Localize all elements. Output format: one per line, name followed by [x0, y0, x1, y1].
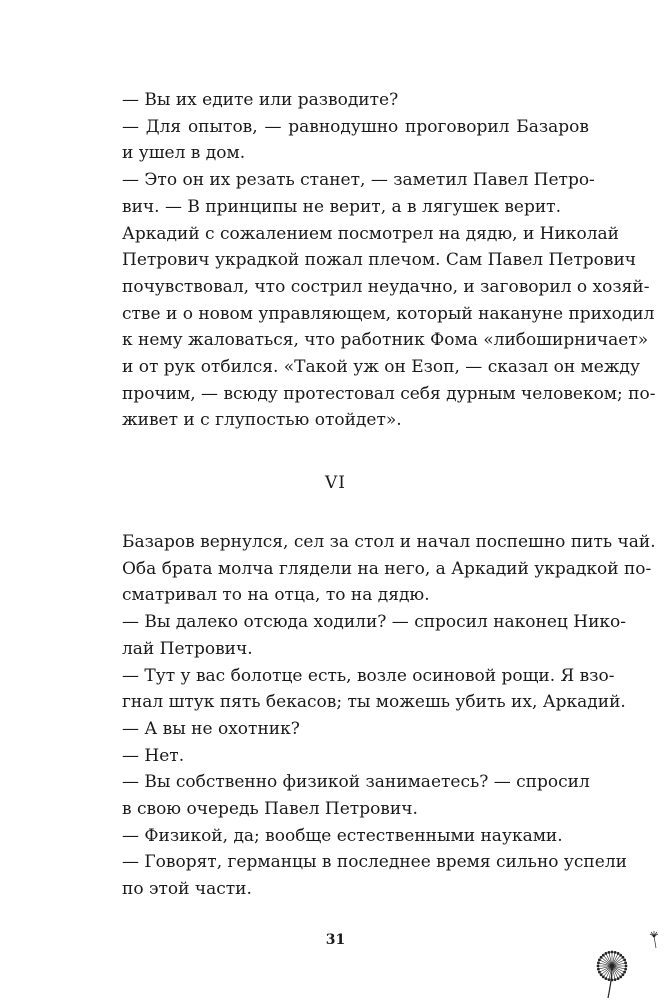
text-line: — Тут у вас болотце есть, возле осиновой рощи. Я взо-	[122, 665, 615, 686]
paragraph	[122, 87, 589, 114]
paragraph	[122, 663, 626, 716]
text-line: — Вы далеко отсюда ходили? — спросил наконец Нико-	[122, 612, 627, 633]
text-line: — Вы их едите или разводите?	[122, 90, 399, 110]
text-line: в свою очередь Павел Петрович.	[122, 799, 418, 820]
text-line: почувствовал, что сострил неудачно, и заговорил о хозяй-	[122, 276, 650, 297]
text-line: Оба брата молча глядели на него, а Аркадий украдкой по-	[122, 558, 652, 579]
text-line: и ушел в дом.	[122, 143, 246, 164]
text-line: прочим, — всюду протестовал себя дурным человеком; по-	[122, 383, 656, 404]
text-line: — А вы не охотник?	[122, 718, 300, 739]
paragraph	[122, 609, 627, 662]
text-block-bottom	[122, 529, 656, 903]
text-line: Петрович украдкой пожал плечом. Сам Павел Петрович	[122, 250, 637, 271]
text-line: Базаров вернулся, сел за стол и начал поспешно пить чай.	[122, 532, 656, 552]
text-line: вич. — В принципы не верит, а в лягушек верит.	[122, 196, 561, 217]
text-block-top	[122, 87, 656, 434]
text-line: живет и с глупостью отойдет».	[122, 410, 402, 431]
text-line: лай Петрович.	[122, 638, 253, 659]
text-line: — Говорят, германцы в последнее время сильно успели	[122, 852, 627, 873]
paragraph	[122, 849, 627, 902]
page-number: 31	[325, 932, 346, 948]
paragraph	[122, 769, 589, 822]
paragraph	[122, 221, 656, 435]
text-line: — Для опытов, — равнодушно проговорил Базаров	[122, 116, 589, 137]
text-line: стве и о новом управляющем, который накануне приходил	[122, 303, 655, 324]
text-line: — Физикой, да; вообще естественными науками.	[122, 825, 563, 846]
paragraph	[122, 823, 589, 850]
text-line: сматривал то на отца, то на дядю.	[122, 585, 430, 606]
paragraph	[122, 529, 656, 609]
text-line: гнал штук пять бекасов; ты можешь убить их, Аркадий.	[122, 692, 626, 713]
paragraph	[122, 167, 595, 220]
paragraph	[122, 114, 589, 167]
chapter-heading: VI	[325, 473, 346, 493]
text-line: и от рук отбился. «Такой уж он Езоп, — сказал он между	[122, 357, 640, 378]
dandelion-icon	[588, 908, 668, 1000]
text-line: к нему жаловаться, что работник Фома «либоширничает»	[122, 330, 649, 351]
text-line: по этой части.	[122, 879, 252, 900]
paragraph	[122, 743, 589, 770]
text-line: — Нет.	[122, 745, 185, 766]
text-line: — Это он их резать станет, — заметил Павел Петро-	[122, 170, 595, 191]
text-line: Аркадий с сожалением посмотрел на дядю, и Николай	[122, 223, 619, 244]
text-line: — Вы собственно физикой занимаетесь? — спросил	[122, 772, 590, 793]
paragraph	[122, 716, 589, 743]
